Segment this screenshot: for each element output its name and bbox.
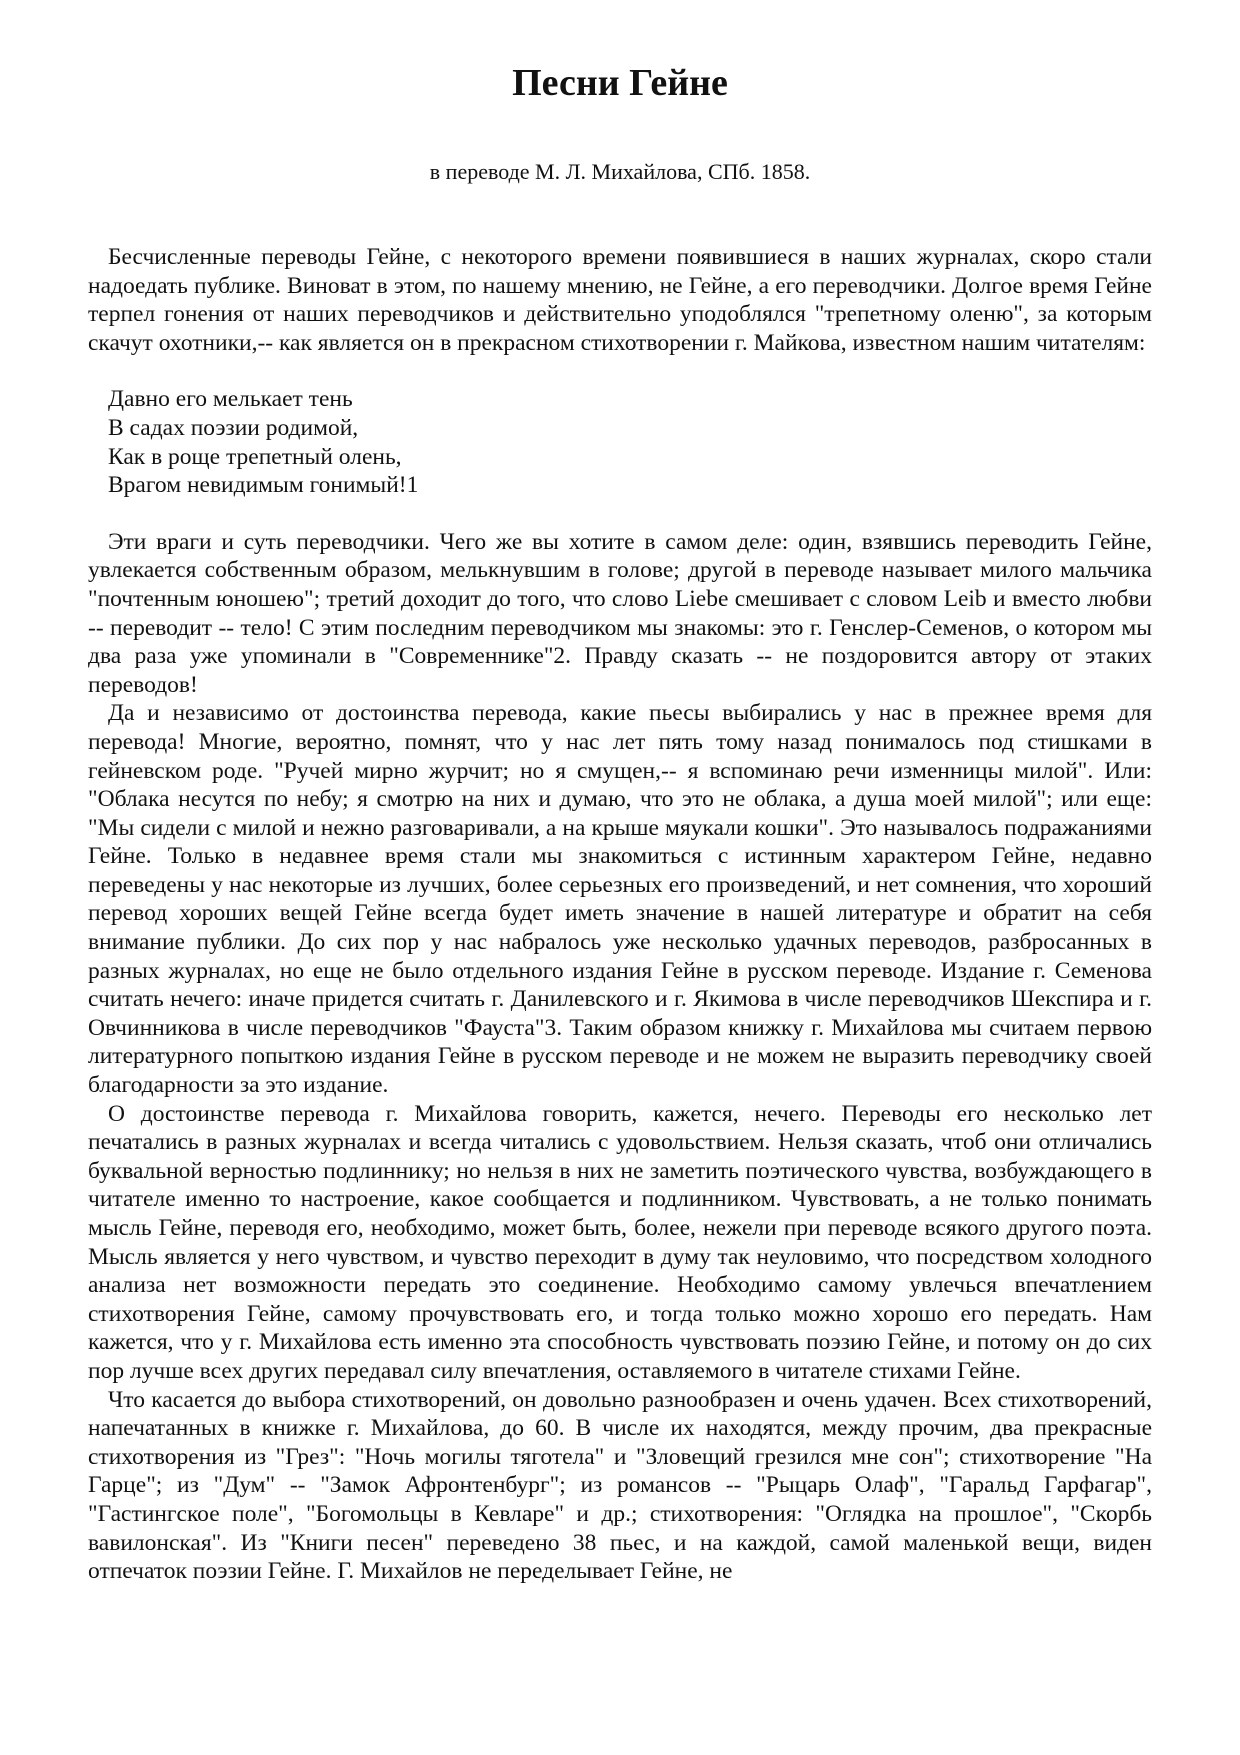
poem-line-2: В садах поэзии родимой, [108,414,359,441]
poem-line-3: Как в роще трепетный олень, [108,443,402,470]
page-subtitle: в переводе М. Л. Михайлова, СПб. 1858. [429,159,811,184]
poem-quote [88,385,1152,499]
paragraph-4: О достоинстве перевода г. Михайлова говорить, кажется, нечего. Переводы его несколько лет печатались в разных журналах и всегда читались с удовольствием. Нельзя сказать, чтоб они отличались буквальной верностью подлиннику; но нельзя в них не заметить поэтического чувства, возбуждающего в читателе именно то настроение, какое сообщается и подлинником. Чувствовать, а не только понимать мысль Гейне, переводя его, необходимо, может быть, более, нежели при переводе всякого другого поэта. Мысль является у него чувством, и чувство переходит в думу так неуловимо, что посредством холодного анализа нет возможности передать это соединение. Необходимо самому увлечься впечатлением стихотворения Гейне, самому прочувствовать его, и тогда только можно хорошо его передать. Нам кажется, что у г. Михайлова есть именно эта способность чувствовать поэзию Гейне, и потому он до сих пор лучше всех других передавал силу впечатления, оставляемого в читателе стихами Гейне. [88,1100,1152,1384]
poem-line-4: Врагом невидимым гонимый!1 [108,472,419,499]
paragraph-2: Эти враги и суть переводчики. Чего же вы хотите в самом деле: один, взявшись переводить Гейне, увлекается собственным образом, мелькнувшим в голове; другой в переводе называет милого мальчика "почтенным юношею"; третий доходит до того, что слово Liebe смешивает с словом Leib и вместо любви -- переводит -- тело! С этим последним переводчиком мы знакомы: это г. Генслер-Семенов, о котором мы два раза уже упоминали в "Современнике"2. Правду сказать -- не поздоровится автору от этаких переводов! [88,528,1152,698]
page-title: Песни Гейне [512,62,728,104]
paragraph-3: Да и независимо от достоинства перевода, какие пьесы выбирались у нас в прежнее время для перевода! Многие, вероятно, помнят, что у нас лет пять тому назад понималось под стишками в гейневском роде. "Ручей мирно журчит; но я смущен,-- я вспоминаю речи изменницы милой". Или: "Облака несутся по небу; я смотрю на них и думаю, что это не облака, а душа моей милой"; или еще: "Мы сидели с милой и нежно разговаривали, а на крыше мяукали кошки". Это называлось подражаниями Гейне. Только в недавнее время стали мы знакомиться с истинным характером Гейне, недавно переведены у нас некоторые из лучших, более серьезных его произведений, и нет сомнения, что хороший перевод хороших вещей Гейне всегда будет иметь значение в нашей литературе и обратит на себя внимание публики. До сих пор у нас набралось уже несколько удачных переводов, разбросанных в разных журналах, но еще не было отдельного издания Гейне в русском переводе. Издание г. Семенова считать нечего: иначе придется считать г. Данилевского и г. Якимова в числе переводчиков Шекспира и г. Овчинникова в числе переводчиков "Фауста"3. Таким образом книжку г. Михайлова мы считаем первою литературного попыткою издания Гейне в русском переводе и не можем не выразить переводчику своей благодарности за это издание. [88,700,1152,1099]
paragraph-1: Бесчисленные переводы Гейне, с некоторого времени появившиеся в наших журналах, скоро стали надоедать публике. Виноват в этом, по нашему мнению, не Гейне, а его переводчики. Долгое время Гейне терпел гонения от наших переводчиков и действительно уподоблялся "трепетному оленю", за которым скачут охотники,-- как является он в прекрасном стихотворении г. Майкова, известном нашим читателям: [88,244,1152,356]
paragraph-5: Что касается до выбора стихотворений, он довольно разнообразен и очень удачен. Всех стихотворений, напечатанных в книжке г. Михайлова, до 60. В числе их находятся, между прочим, два прекрасные стихотворения из "Грез": "Ночь могилы тяготела" и "Зловещий грезился мне сон"; стихотворение "На Гарце"; из "Дум" -- "Замок Афронтенбург"; из романсов -- "Рыцарь Олаф", "Гаральд Гарфагар", "Гастингское поле", "Богомольцы в Кевларе" и др.; стихотворения: "Оглядка на прошлое", "Скорбь вавилонская". Из "Книги песен" переведено 38 пьес, и на каждой, самой маленькой вещи, виден отпечаток поэзии Гейне. Г. Михайлов не переделывает Гейне, не [88,1386,1152,1585]
article-body [88,243,1152,1586]
poem-line-1: Давно его мелькает тень [108,386,353,413]
